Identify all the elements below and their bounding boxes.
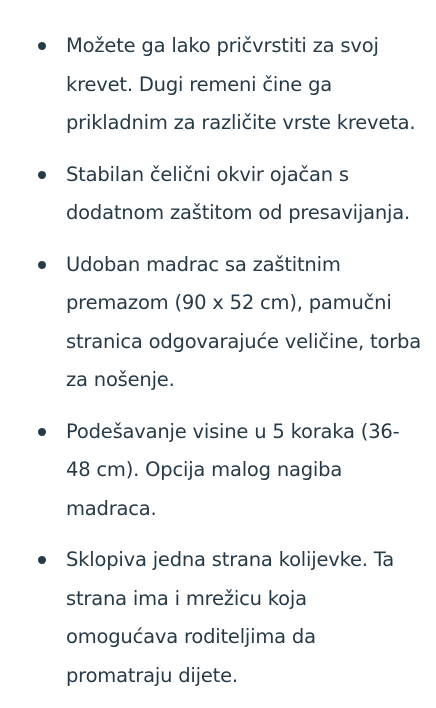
feature-list bbox=[0, 27, 436, 708]
list-item-text-line: prikladnim za različite vrste kreveta. bbox=[66, 111, 416, 134]
list-item-text-line: Udoban madrac sa zaštitnim bbox=[66, 252, 341, 276]
list-item bbox=[0, 413, 436, 529]
list-item-text-line: stranica odgovarajuće veličine, torba bbox=[66, 329, 421, 353]
bullet-icon bbox=[38, 428, 46, 436]
list-item-text-line: Stabilan čelični okvir ojačan s bbox=[66, 162, 349, 186]
list-item bbox=[0, 246, 436, 400]
list-item bbox=[0, 541, 436, 695]
bullet-icon bbox=[38, 171, 46, 179]
list-item-text-line: promatraju dijete. bbox=[66, 663, 238, 687]
list-item-text-line: za nošenje. bbox=[66, 368, 175, 391]
list-item-text-line: strana ima i mrežicu koja bbox=[66, 586, 307, 610]
list-item bbox=[0, 156, 436, 233]
list-item-text-line: Podešavanje visine u 5 koraka (36- bbox=[66, 419, 400, 443]
list-item-text-line: premazom (90 x 52 cm), pamučni bbox=[66, 291, 392, 314]
list-item bbox=[0, 27, 436, 143]
list-item-text-line: krevet. Dugi remeni čine ga bbox=[66, 72, 333, 96]
list-item-text-line: 48 cm). Opcija malog nagiba bbox=[66, 458, 343, 481]
list-item-text-line: omogućava roditeljima da bbox=[66, 625, 316, 648]
list-item-text-line: madraca. bbox=[66, 496, 157, 520]
bullet-icon bbox=[38, 556, 46, 564]
list-item-text-line: Možete ga lako pričvrstiti za svoj bbox=[66, 34, 379, 57]
bullet-icon bbox=[38, 261, 46, 269]
list-item-text-line: dodatnom zaštitom od presavijanja. bbox=[66, 201, 410, 224]
bullet-icon bbox=[38, 42, 46, 50]
list-item-text-line: Sklopiva jedna strana kolijevke. Ta bbox=[66, 548, 395, 571]
